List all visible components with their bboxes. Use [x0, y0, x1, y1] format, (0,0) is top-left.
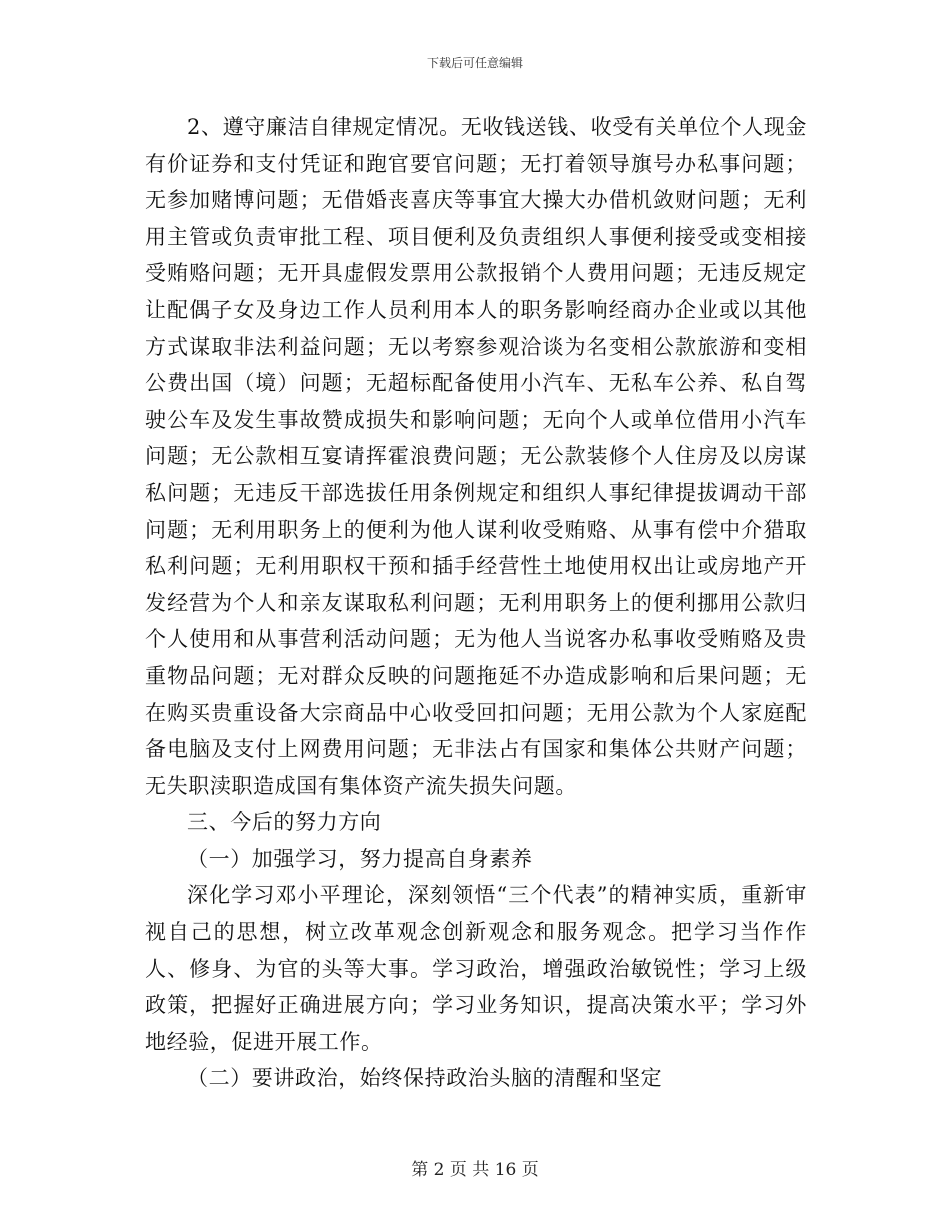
paragraph-learning-details: 深化学习邓小平理论，深刻领悟“三个代表”的精神实质，重新审视自己的思想，树立改革观念创新观念和服务观念。把学习当作作人、修身、为官的头等大事。学习政治，增强政治敏锐性；学习上级政策，把握好正确进展方向；学习业务知识，提高决策水平；学习外地经验，促进开展工作。: [145, 883, 807, 1054]
section-heading-future-direction: 三、今后的努力方向: [187, 810, 382, 835]
document-body: [145, 109, 807, 1097]
page-header-note: 下载后可任意编辑: [426, 56, 523, 70]
subheading-strengthen-learning: （一）加强学习，努力提高自身素养: [187, 846, 533, 871]
paragraph-integrity-compliance: 2、遵守廉洁自律规定情况。无收钱送钱、收受有关单位个人现金有价证券和支付凭证和跑官要官问题；无打着领导旗号办私事问题；无参加赌博问题；无借婚丧喜庆等事宜大操大办借机敛财问题；无利用主管或负责审批工程、项目便利及负责组织人事便利接受或变相接受贿赂问题；无开具虚假发票用公款报销个人费用问题；无违反规定让配偶子女及身边工作人员利用本人的职务影响经商办企业或以其他方式谋取非法利益问题；无以考察参观洽谈为名变相公款旅游和变相公费出国（境）问题；无超标配备使用小汽车、无私车公养、私自驾驶公车及发生事故赞成损失和影响问题；无向个人或单位借用小汽车问题；无公款相互宴请挥霍浪费问题；无公款装修个人住房及以房谋私问题；无违反干部选拔任用条例规定和组织人事纪律提拔调动干部问题；无利用职务上的便利为他人谋利收受贿赂、从事有偿中介猎取私利问题；无利用职权干预和插手经营性土地使用权出让或房地产开发经营为个人和亲友谋取私利问题；无利用职务上的便利挪用公款归个人使用和从事营利活动问题；无为他人当说客办私事收受贿赂及贵重物品问题；无对群众反映的问题拖延不办造成影响和后果问题；无在购买贵重设备大宗商品中心收受回扣问题；无用公款为个人家庭配备电脑及支付上网费用问题；无非法占有国家和集体公共财产问题；无失职渎职造成国有集体资产流失损失问题。: [145, 115, 807, 798]
subheading-stress-politics: （二）要讲政治，始终保持政治头脑的清醒和坚定: [187, 1066, 663, 1091]
page-number-footer: 第 2 页 共 16 页: [411, 1160, 539, 1180]
